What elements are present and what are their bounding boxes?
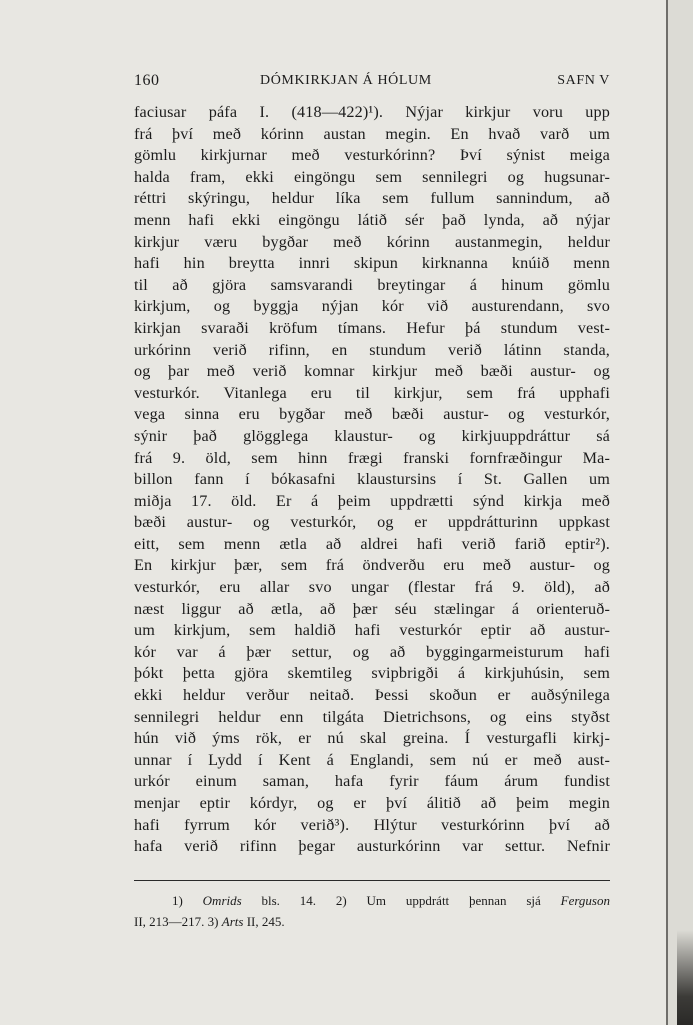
text-line: sýnir það glögglega klaustur- og kirkjuuppdráttur sá xyxy=(134,426,610,445)
text-line: ekki heldur verður neitað. Þessi skoðun er auðsýnilega xyxy=(134,686,610,705)
text-line: bæði austur- og vesturkór, og er uppdrátturinn uppkast xyxy=(134,513,610,532)
footnote-line xyxy=(134,890,610,911)
text-line: unnar í Lydd í Kent á Englandi, sem nú er með aust- xyxy=(134,750,610,769)
running-title: DÓMKIRKJAN Á HÓLUM xyxy=(260,73,432,88)
text-line: menn hafi ekki eingöngu látið sér það lynda, að nýjar xyxy=(134,210,610,229)
page-number: 160 xyxy=(134,72,160,89)
text-line: og þar með verið komnar kirkjur með bæði austur- og xyxy=(134,362,610,381)
text-line: hafa verið rifinn þegar austurkórinn var settur. Nefnir xyxy=(134,837,610,856)
text-line: frá 9. öld, sem hinn frægi franski fornfræðingur Ma- xyxy=(134,448,610,467)
text-line: menjar eptir kórdyr, og er því álitið að þeim megin xyxy=(134,794,610,812)
footnote-rule xyxy=(134,880,610,881)
text-line: faciusar páfa I. (418—422)¹). Nýjar kirkjur voru upp xyxy=(134,103,610,121)
section-label: SAFN V xyxy=(557,73,610,88)
text-line: kór var á þær settur, og að byggingarmeisturum hafi xyxy=(134,642,610,661)
footnote-2-continuation: II, 213—217. xyxy=(134,914,205,929)
text-line: hafi fyrrum kór verið³). Hlýtur vesturkórinn því að xyxy=(134,815,610,834)
text-line: næst liggur að ætla, að þær séu stælingar á orienteruð- xyxy=(134,599,610,618)
text-line: kirkjan svaraði kröfum tímans. Hefur þá stundum vest- xyxy=(134,318,610,337)
footnote-1-source: Omrids xyxy=(202,893,242,908)
text-line: um kirkjum, sem haldið hafi vesturkór eptir að austur- xyxy=(134,621,610,640)
text-line: billon fann í bókasafni klaustursins í St. Gallen um xyxy=(134,470,610,489)
text-line: réttri skýringu, heldur líka sem fullum sannindum, að xyxy=(134,189,610,208)
text-line: til að gjöra samsvarandi breytingar á hinum gömlu xyxy=(134,275,610,294)
footnote-2-source: Ferguson xyxy=(560,893,610,908)
text-line: þókt þetta gjöra skemtileg svipbrigði á kirkjuhúsin, sem xyxy=(134,664,610,683)
text-line: urkór einum saman, hafa fyrir fáum árum fundist xyxy=(134,772,610,791)
text-line: gömlu kirkjurnar með vesturkórinn? Því sýnist meiga xyxy=(134,146,610,165)
footnote-3-text: II, 245. xyxy=(246,914,285,929)
text-line: vesturkór, eru allar svo ungar (flestar frá 9. öld), að xyxy=(134,578,610,597)
text-line: halda fram, ekki eingöngu sem sennilegri og hugsunar- xyxy=(134,167,610,186)
footnote-1-text: bls. 14. xyxy=(261,893,317,908)
body-text xyxy=(134,102,610,858)
text-line: hún við ýms rök, er nú skal greina. Í vesturgafli kirkj- xyxy=(134,729,610,748)
text-line: vesturkór. Vitanlega eru til kirkjur, sem frá upphafi xyxy=(134,383,610,402)
text-line: En kirkjur þær, sem frá öndverðu eru með austur- og xyxy=(134,556,610,575)
footnote-2-text: Um uppdrátt þennan sjá xyxy=(366,893,541,908)
text-line: kirkjur væru bygðar með kórinn austanmegin, heldur xyxy=(134,232,610,251)
text-line: urkórinn verið rifinn, en stundum verið látinn standa, xyxy=(134,340,610,359)
footnote-3-number: 3) xyxy=(207,914,219,929)
text-line: eitt, sem menn ætla að aldrei hafi verið farið eptir²). xyxy=(134,534,610,553)
adjacent-page-edge xyxy=(668,0,693,1025)
footnote-2-number: 2) xyxy=(335,893,347,908)
footnote-1-number: 1) xyxy=(172,893,183,908)
text-line: miðja 17. öld. Er á þeim uppdrætti sýnd kirkja með xyxy=(134,491,610,510)
text-line: vega sinna eru bygðar með bæði austur- og vesturkór, xyxy=(134,405,610,424)
text-line: hafi hin breytta innri skipun kirknanna knúið menn xyxy=(134,254,610,273)
text-line: sennilegri heldur enn tilgáta Dietrichsons, og eins styðst xyxy=(134,707,610,726)
footnote-line xyxy=(134,911,610,932)
footnote-3-source: Arts xyxy=(221,914,244,929)
binding-shadow xyxy=(677,930,693,1025)
page-header xyxy=(134,72,610,96)
text-line: frá því með kórinn austan megin. En hvað varð um xyxy=(134,124,610,143)
text-line: kirkjum, og byggja nýjan kór við austurendann, svo xyxy=(134,297,610,316)
footnotes xyxy=(134,890,610,932)
